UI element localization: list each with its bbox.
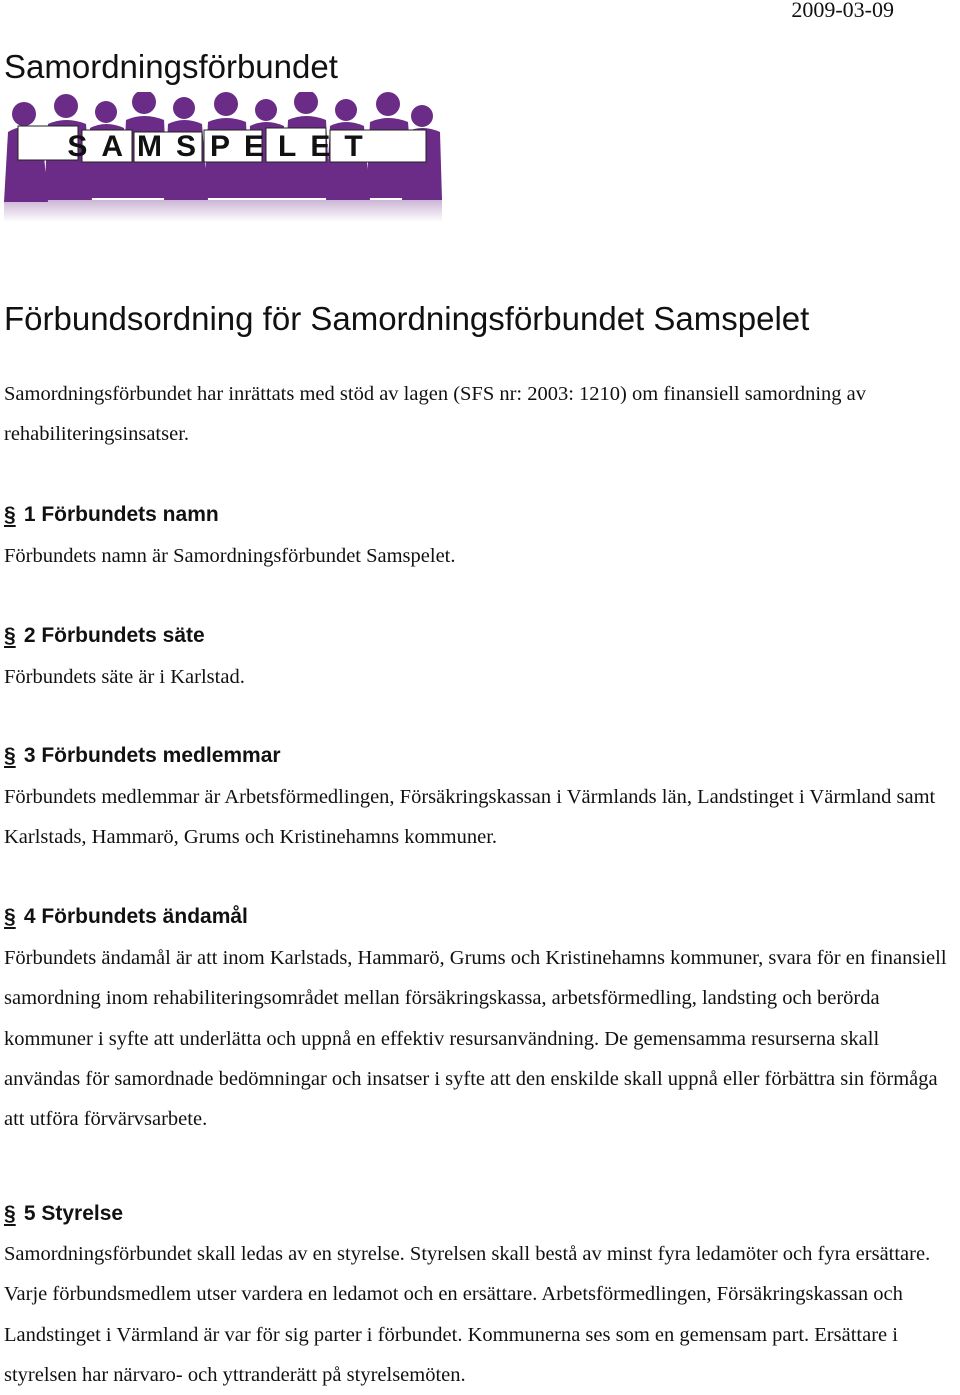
section-symbol: § <box>4 624 16 647</box>
section-heading-3 <box>4 744 281 768</box>
section-text-1: Förbundets namn är Samordningsförbundet Samspelet. <box>4 545 456 567</box>
section-text-4: Förbundets ändamål är att inom Karlstads, Hammarö, Grums och Kristinehamns kommuner, svara för en finansiell samordning inom rehabiliteringsområdet mellan försäkringskassa, arbetsförmedling, landsting och berörda kommuner i syfte att underlätta och uppnå en effektiv resursanvändning. De gemensamma resurserna skall användas för samordnade bedömningar och insatser i syfte att den enskilde skall uppnå eller förbättra sin förmåga att utföra förvärvsarbete. <box>4 947 947 1131</box>
section-text-2: Förbundets säte är i Karlstad. <box>4 666 245 688</box>
section-symbol: § <box>4 744 16 767</box>
section-symbol: § <box>4 503 16 526</box>
section-symbol: § <box>4 905 16 928</box>
document-title: Förbundsordning för Samordningsförbundet Samspelet <box>4 300 810 337</box>
section-heading-4 <box>4 905 248 929</box>
section-heading-1 <box>4 503 219 527</box>
organization-name: Samordningsförbundet <box>4 48 338 85</box>
section-title: 4 Förbundets ändamål <box>23 905 248 928</box>
section-symbol: § <box>4 1202 16 1225</box>
section-title: 3 Förbundets medlemmar <box>23 744 281 767</box>
section-title: 5 Styrelse <box>23 1202 124 1225</box>
section-text-3: Förbundets medlemmar är Arbetsförmedlingen, Försäkringskassan i Värmlands län, Landstinget i Värmland samt Karlstads, Hammarö, Grums och Kristinehamns kommuner. <box>4 786 936 849</box>
section-title: 1 Förbundets namn <box>23 503 219 526</box>
section-title: 2 Förbundets säte <box>23 624 205 647</box>
logo-text: SAMSPELET <box>67 130 377 163</box>
section-heading-2 <box>4 624 205 648</box>
section-text-5: Samordningsförbundet skall ledas av en styrelse. Styrelsen skall bestå av minst fyra ledamöter och fyra ersättare. Varje förbundsmedlem utser vardera en ledamot och en ersättare. Arbetsförmedlingen, Försäkringskassan och Landstinget i Värmland är var för sig parter i förbundet. Kommunerna ses som en gemensam part. Ersättare i styrelsen har närvaro- och yttranderätt på styrelsemöten. <box>4 1243 931 1386</box>
intro-paragraph: Samordningsförbundet har inrättats med stöd av lagen (SFS nr: 2003: 1210) om finansiell samordning av rehabiliteringsinsatser. <box>4 383 867 446</box>
section-heading-5 <box>4 1202 123 1226</box>
document-date: 2009-03-09 <box>791 0 894 22</box>
samspelet-logo <box>4 92 442 222</box>
